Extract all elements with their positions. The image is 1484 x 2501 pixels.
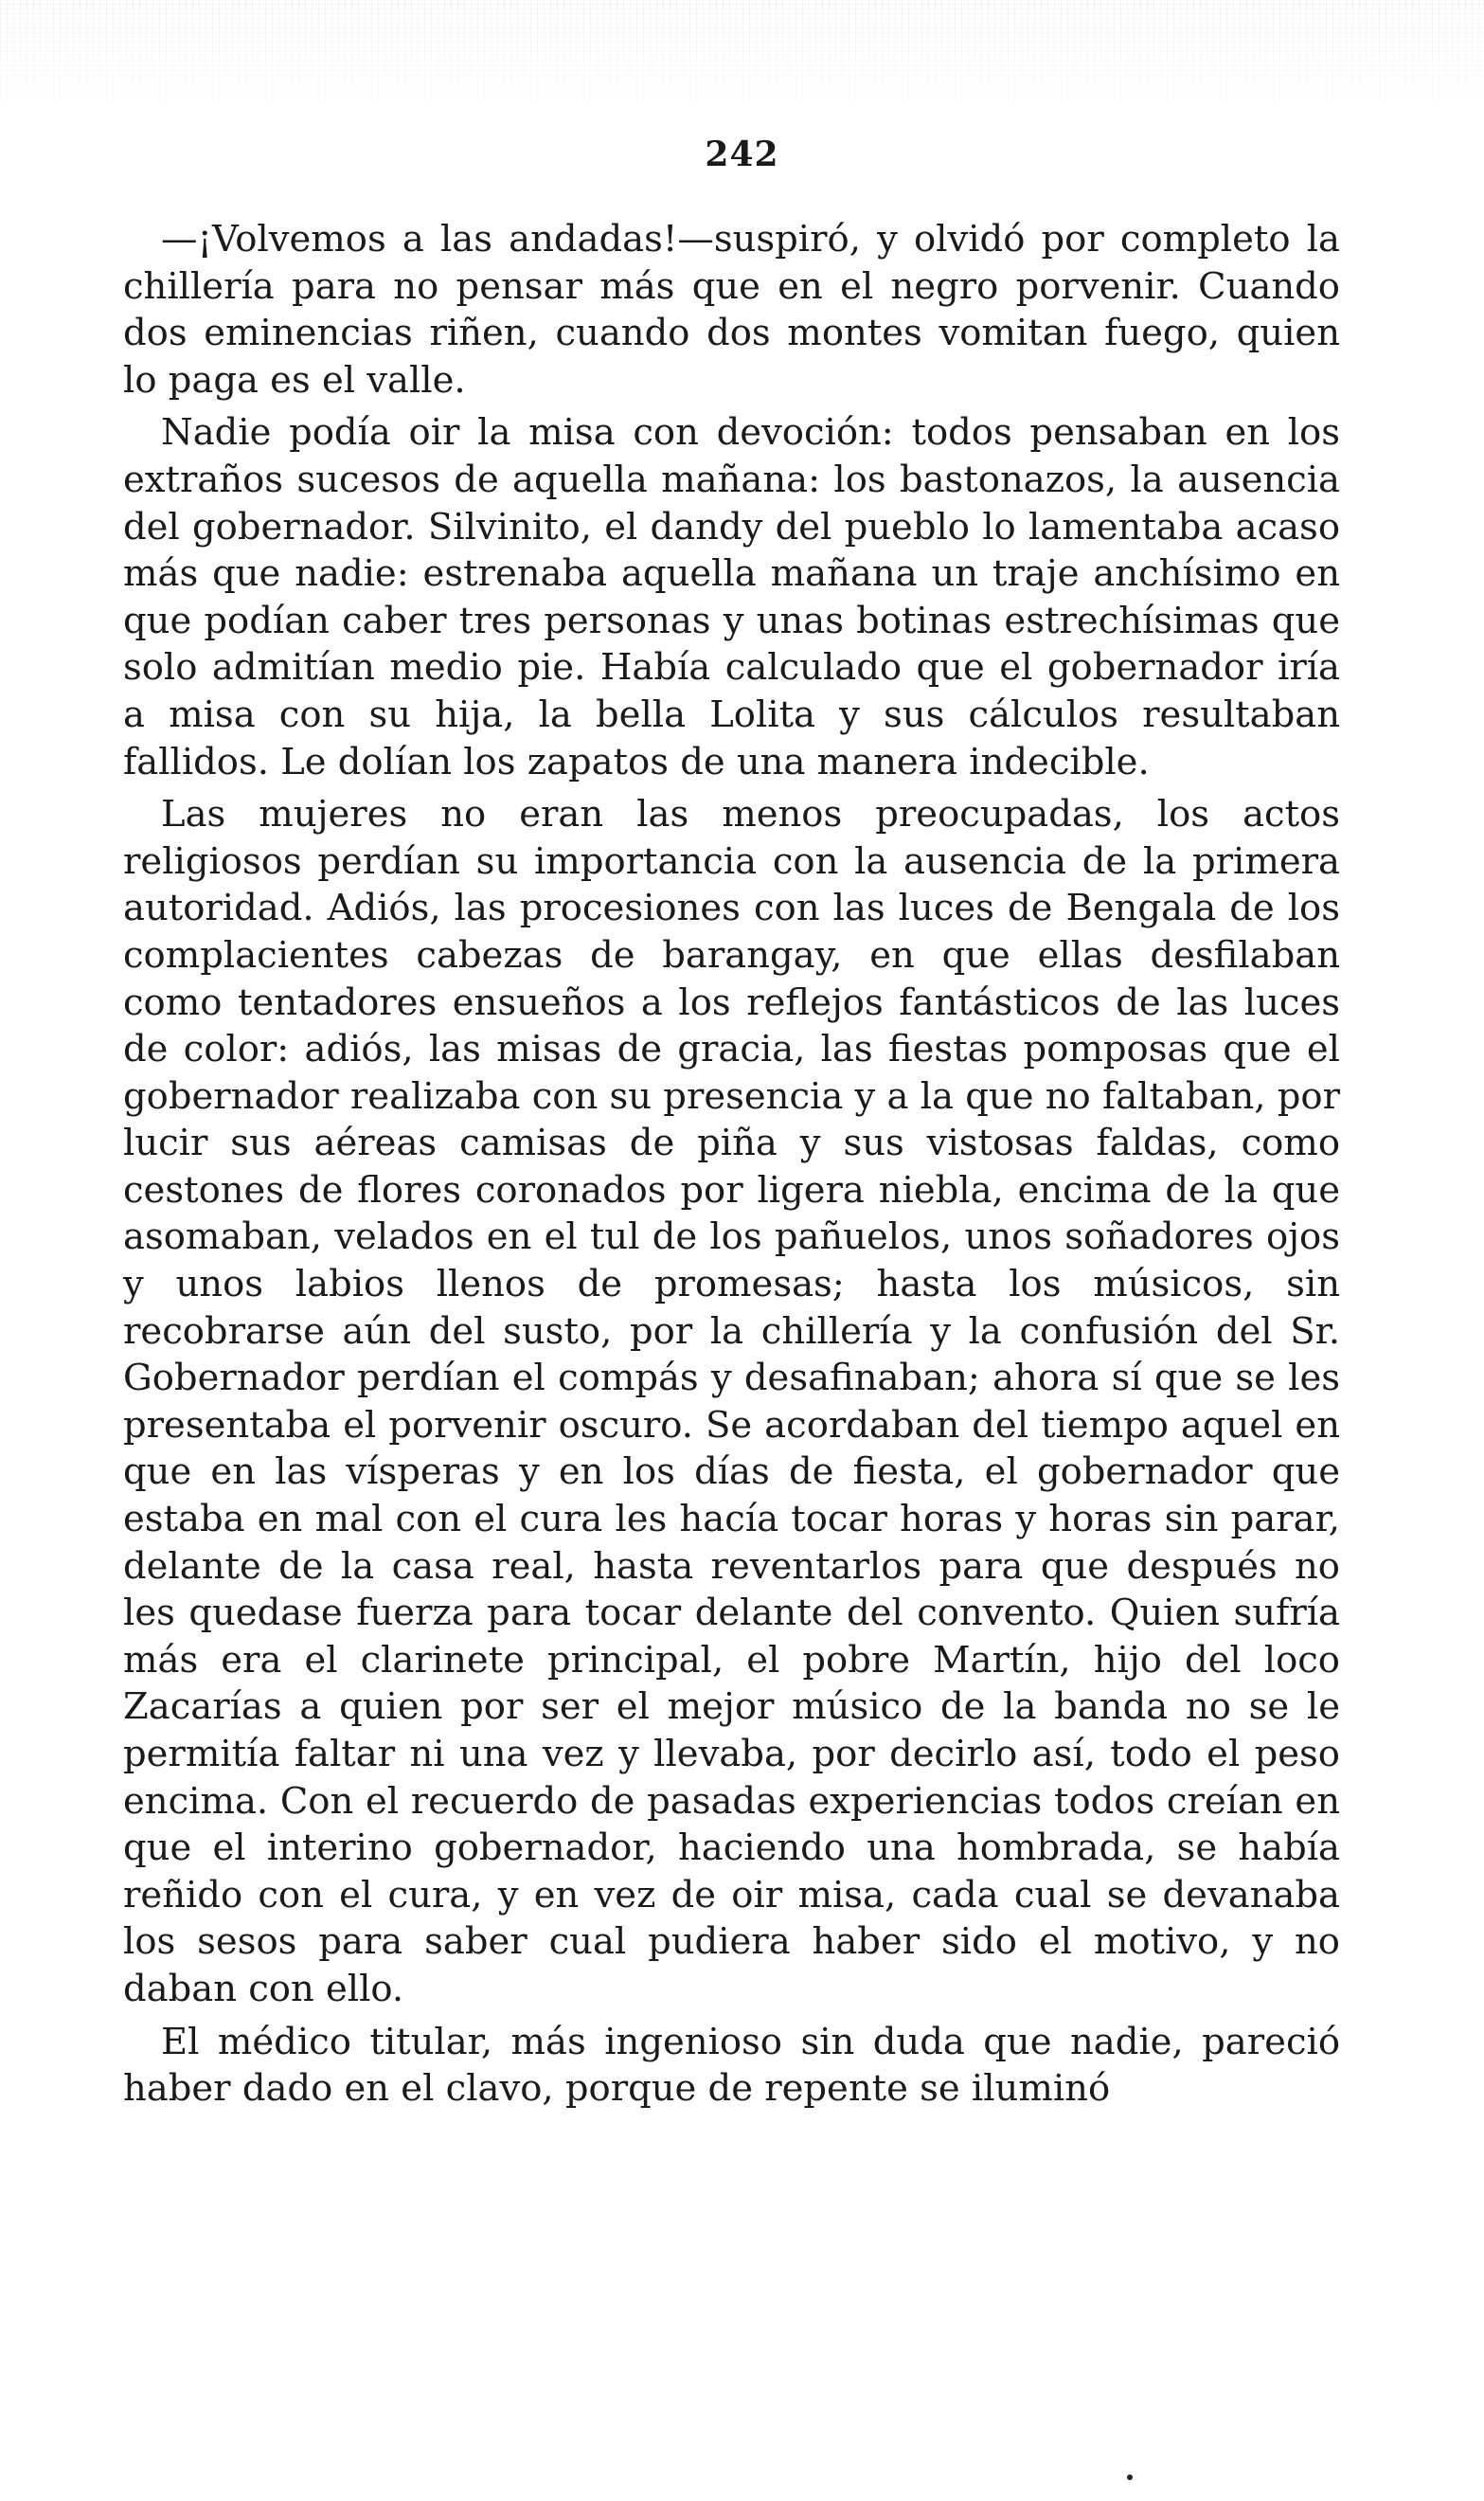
- page-number: 242: [705, 135, 779, 174]
- ink-speck: [1127, 2474, 1133, 2480]
- paragraph-1: —¡Volvemos a las andadas!—suspiró, y olvidó por completo la chillería para no pensar más que en el negro porvenir. Cuando dos eminencias riñen, cuando dos montes vomitan fuego, quien lo paga es el valle.: [123, 218, 1340, 402]
- paragraph-3: Las mujeres no eran las menos preocupadas, los actos religiosos perdían su importancia con la ausencia de la primera autoridad. Adiós, las procesiones con las luces de Bengala de los complacientes cabezas de barangay, en que ellas desfilaban como tentadores ensueños a los reflejos fantásticos de las luces de color: adiós, las misas de gracia, las fiestas pomposas que el gobernador realizaba con su presencia y a la que no faltaban, por lucir sus aéreas camisas de piña y sus vistosas faldas, como cestones de flores coronados por ligera niebla, encima de la que asomaban, velados en el tul de los pañuelos, unos soñadores ojos y unos labios llenos de promesas; hasta los músicos, sin recobrarse aún del susto, por la chillería y la confusión del Sr. Gobernador perdían el compás y desafinaban; ahora sí que se les presentaba el porvenir oscuro. Se acordaban del tiempo aquel en que en las vísperas y en los días de fiesta, el gobernador que estaba en mal con el cura les hacía tocar horas y horas sin parar, delante de la casa real, hasta reventarlos para que después no les quedase fuerza para tocar delante del convento. Quien sufría más era el clarinete principal, el pobre Martín, hijo del loco Zacarías a quien por ser el mejor músico de la banda no se le permitía faltar ni una vez y llevaba, por decirlo así, todo el peso encima. Con el recuerdo de pasadas experiencias todos creían en que el interino gobernador, haciendo una hombrada, se había reñido con el cura, y en vez de oir misa, cada cual se devanaba los sesos para saber cual pudiera haber sido el motivo, y no daban con ello.: [123, 793, 1340, 2010]
- body-text: [123, 216, 1340, 2113]
- paragraph-2: Nadie podía oir la misa con devoción: todos pensaban en los extraños sucesos de aquella mañana: los bastonazos, la ausencia del gobernador. Silvinito, el dandy del pueblo lo lamentaba acaso más que nadie: estrenaba aquella mañana un traje anchísimo en que podían caber tres personas y unas botinas estrechísimas que solo admitían medio pie. Había calculado que el gobernador iría a misa con su hija, la bella Lolita y sus cálculos resultaban fallidos. Le dolían los zapatos de una manera indecible.: [123, 411, 1340, 783]
- scan-noise: [0, 0, 1484, 114]
- paragraph-4: El médico titular, más ingenioso sin duda que nadie, pareció haber dado en el clavo, porque de repente se iluminó: [123, 2020, 1340, 2111]
